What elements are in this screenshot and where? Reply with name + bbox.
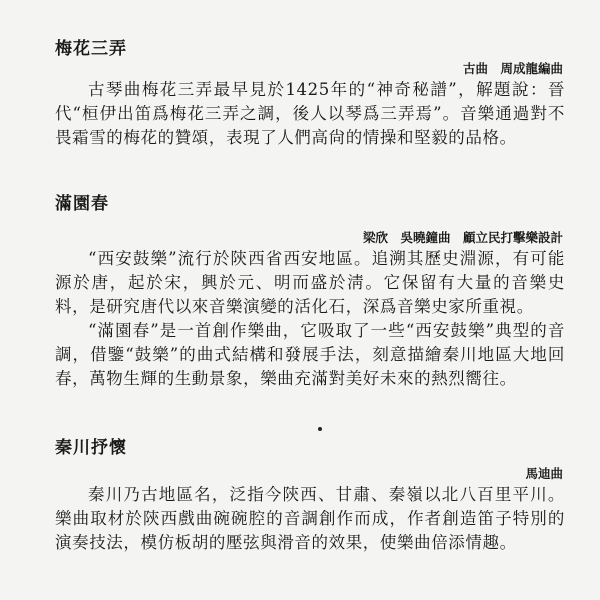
section-paragraph: “滿園春”是一首創作樂曲，它吸取了一些“西安鼓樂”典型的音調，借鑒“鼓樂”的曲式結構和發展手法，刻意描繪秦川地區大地回春，萬物生輝的生動景象，樂曲充滿對美好未來的熱烈嚮往。 [55, 321, 565, 388]
section-title: 秦川抒懷 [55, 438, 127, 458]
section-credit: 古曲 周成龍編曲 [462, 61, 563, 76]
section-meihua-sannong [55, 38, 565, 150]
section-paragraph: 秦川乃古地區名，泛指今陝西、甘肅、秦嶺以北八百里平川。樂曲取材於陝西戲曲碗碗腔的音調創作而成，作者創造笛子特別的演奏技法，模仿板胡的壓弦與滑音的效果，使樂曲倍添情趣。 [55, 485, 565, 552]
speck-mark [318, 427, 322, 431]
section-paragraph: 古琴曲梅花三弄最早見於1425年的“神奇秘譜”，解題說：晉代“桓伊出笛爲梅花三弄之調，後人以琴爲三弄焉”。音樂通過對不畏霜雪的梅花的贊頌，表現了人們高尙的情操和堅毅的品格。 [55, 80, 565, 147]
section-qinchuan-shuhuai [55, 437, 565, 555]
section-manyuanchun [55, 193, 565, 391]
section-credit: 馬迪曲 [525, 466, 563, 481]
section-title: 滿園春 [55, 194, 109, 214]
section-credit: 梁欣 吳曉鐘曲 顧立民打擊樂設計 [362, 230, 563, 245]
section-title: 梅花三弄 [55, 39, 127, 59]
section-paragraph: “西安鼓樂”流行於陝西省西安地區。追溯其歷史淵源，有可能源於唐，起於宋，興於元、明而盛於淸。它保留有大量的音樂史料，是研究唐代以來音樂演變的活化石，深爲音樂史家所重視。 [55, 249, 565, 316]
